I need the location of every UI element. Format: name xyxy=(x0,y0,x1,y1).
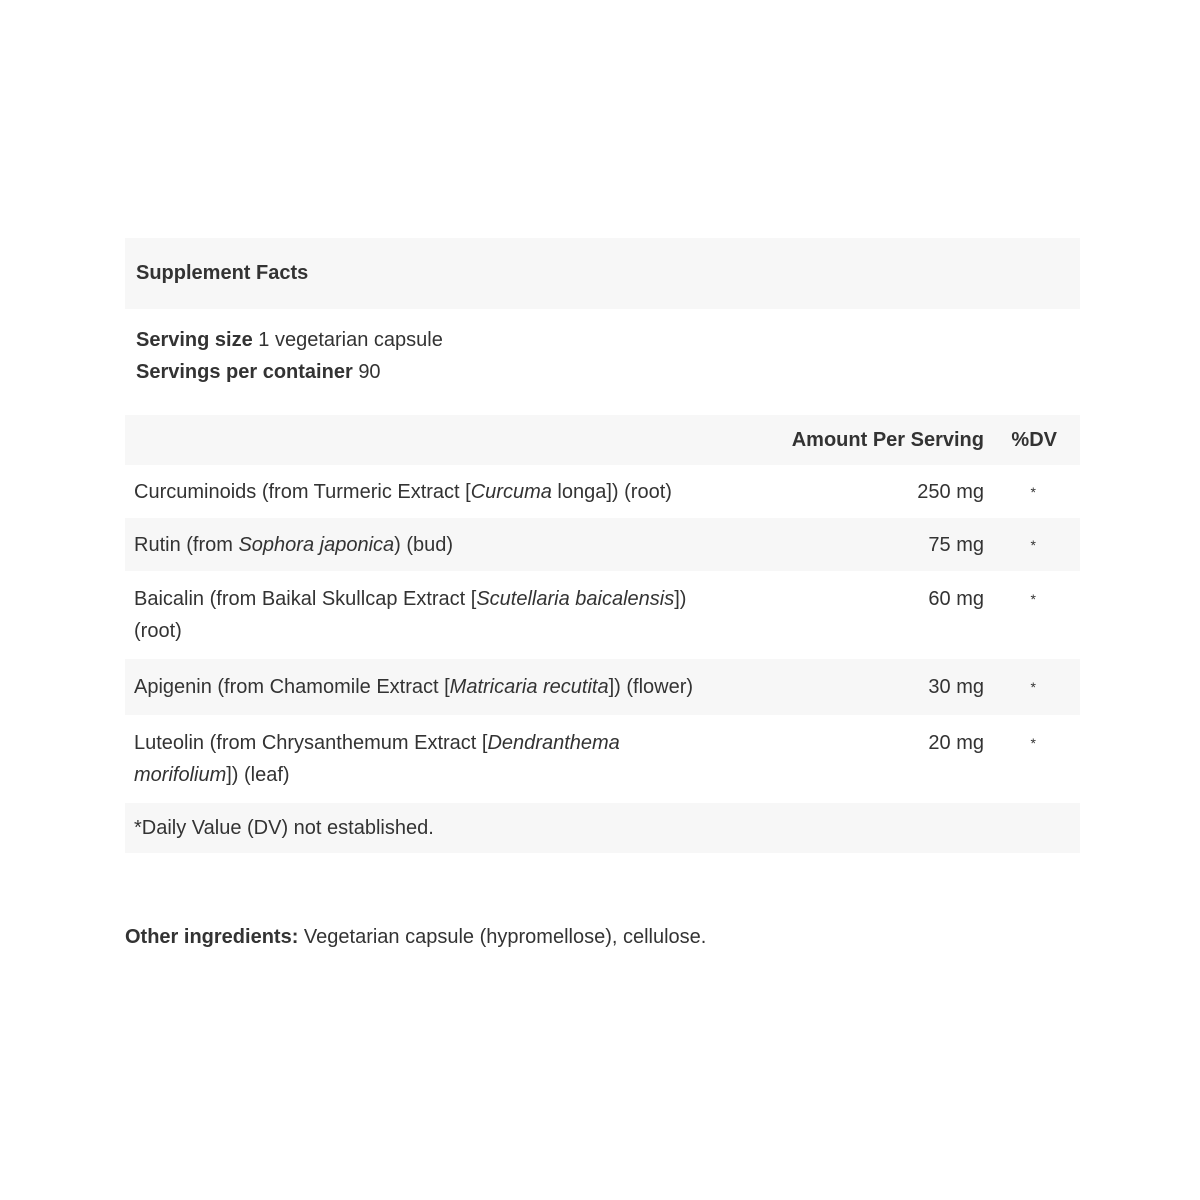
other-ingredients-value: Vegetarian capsule (hypromellose), cellulose. xyxy=(298,926,707,948)
table-row xyxy=(125,465,1080,518)
servings-per-container-value: 90 xyxy=(358,361,381,383)
dv-footnote-row xyxy=(125,803,1080,853)
table-row xyxy=(125,518,1080,571)
table-row xyxy=(125,571,1080,659)
ingredient-name: Baicalin (from Baikal Skullcap Extract [Scutellaria baicalensis]) (root) xyxy=(134,588,687,642)
other-ingredients xyxy=(125,921,706,953)
facts-title-bar xyxy=(125,238,1080,309)
ingredient-amount: 250 mg xyxy=(917,481,984,503)
supplement-facts-panel xyxy=(125,238,1080,853)
ingredients-table xyxy=(125,415,1080,803)
ingredient-amount: 75 mg xyxy=(928,534,984,556)
ingredient-name: Apigenin (from Chamomile Extract [Matricaria recutita]) (flower) xyxy=(134,676,694,698)
ingredient-amount: 20 mg xyxy=(928,732,984,754)
serving-info xyxy=(125,309,1080,415)
ingredient-dv: * xyxy=(1030,735,1036,751)
serving-size-label: Serving size xyxy=(136,329,253,351)
servings-per-container-line xyxy=(136,356,1080,388)
table-row xyxy=(125,715,1080,803)
table-row xyxy=(125,659,1080,715)
ingredient-dv: * xyxy=(1030,591,1036,607)
other-ingredients-label: Other ingredients: xyxy=(125,926,299,948)
ingredient-name: Rutin (from Sophora japonica) (bud) xyxy=(134,534,454,556)
header-amount: Amount Per Serving xyxy=(791,428,984,451)
ingredient-amount: 30 mg xyxy=(928,676,984,698)
ingredient-dv: * xyxy=(1030,537,1036,553)
ingredient-amount: 60 mg xyxy=(928,588,984,610)
table-header-row xyxy=(125,415,1080,465)
header-name xyxy=(125,415,729,465)
ingredient-name: Luteolin (from Chrysanthemum Extract [Dendranthema morifolium]) (leaf) xyxy=(134,732,620,786)
facts-title: Supplement Facts xyxy=(136,262,309,284)
header-dv: %DV xyxy=(1011,428,1057,451)
dv-footnote: *Daily Value (DV) not established. xyxy=(134,816,434,839)
ingredient-name: Curcuminoids (from Turmeric Extract [Curcuma longa]) (root) xyxy=(134,481,672,503)
serving-size-line xyxy=(136,324,1080,356)
servings-per-container-label: Servings per container xyxy=(136,361,353,383)
ingredient-dv: * xyxy=(1030,679,1036,695)
ingredient-dv: * xyxy=(1030,484,1036,500)
serving-size-value: 1 vegetarian capsule xyxy=(258,329,443,351)
